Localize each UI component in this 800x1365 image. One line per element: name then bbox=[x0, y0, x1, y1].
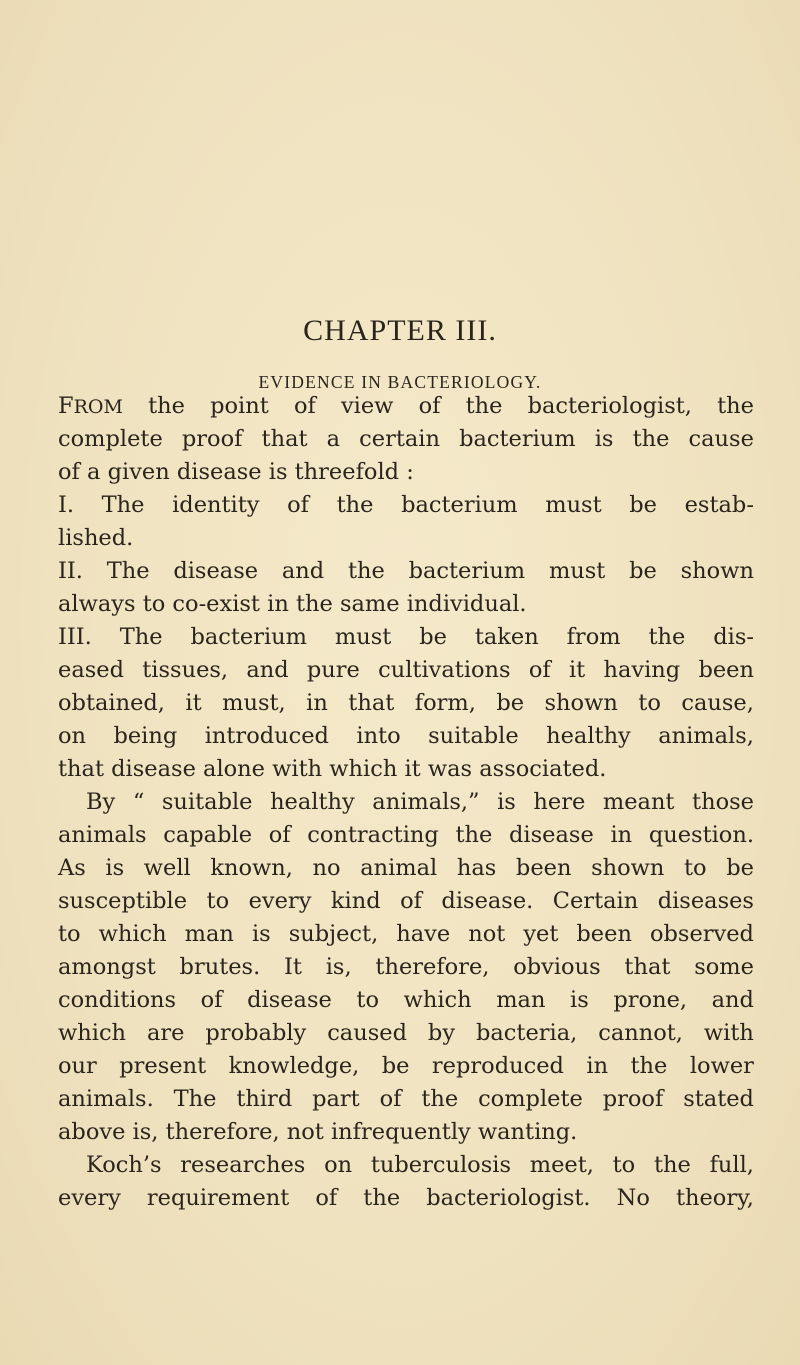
text-line: I. The identity of the bacterium must be estab- bbox=[58, 492, 754, 518]
text-line: to which man is subject, have not yet been observed bbox=[58, 921, 754, 947]
text-line: By “ suitable healthy animals,” is here meant those bbox=[86, 789, 754, 815]
text-line: above is, therefore, not infrequently wanting. bbox=[58, 1119, 578, 1145]
text-line: on being introduced into suitable healthy animals, bbox=[58, 723, 754, 749]
text-line: that disease alone with which it was associated. bbox=[58, 756, 607, 782]
text-line: animals. The third part of the complete proof stated bbox=[58, 1086, 754, 1112]
text-line: obtained, it must, in that form, be shown to cause, bbox=[58, 690, 754, 716]
text-line: which are probably caused by bacteria, cannot, with bbox=[58, 1020, 754, 1046]
body-text bbox=[58, 390, 754, 1215]
text-line: lished. bbox=[58, 525, 134, 551]
text-line: always to co-exist in the same individual. bbox=[58, 591, 527, 617]
text-line: animals capable of contracting the disease in question. bbox=[58, 822, 754, 848]
text-line: As is well known, no animal has been shown to be bbox=[58, 855, 754, 881]
text-line: II. The disease and the bacterium must be shown bbox=[58, 558, 754, 584]
text-line: complete proof that a certain bacterium is the cause bbox=[58, 426, 754, 452]
text-line: of a given disease is threefold : bbox=[58, 459, 414, 485]
text-line: FROM the point of view of the bacteriologist, the bbox=[58, 393, 754, 419]
text-line: Koch’s researches on tuberculosis meet, to the full, bbox=[86, 1152, 754, 1178]
text-line: every requirement of the bacteriologist. No theory, bbox=[58, 1185, 754, 1211]
text-line: eased tissues, and pure cultivations of it having been bbox=[58, 657, 754, 683]
section-title: EVIDENCE IN BACTERIOLOGY. bbox=[258, 372, 542, 392]
text-line: susceptible to every kind of disease. Certain diseases bbox=[58, 888, 754, 914]
text-line: amongst brutes. It is, therefore, obvious that some bbox=[58, 954, 754, 980]
chapter-title: CHAPTER III. bbox=[303, 314, 497, 347]
text-line: our present knowledge, be reproduced in the lower bbox=[58, 1053, 754, 1079]
text-line: III. The bacterium must be taken from the dis- bbox=[58, 624, 754, 650]
text-line: conditions of disease to which man is prone, and bbox=[58, 987, 754, 1013]
